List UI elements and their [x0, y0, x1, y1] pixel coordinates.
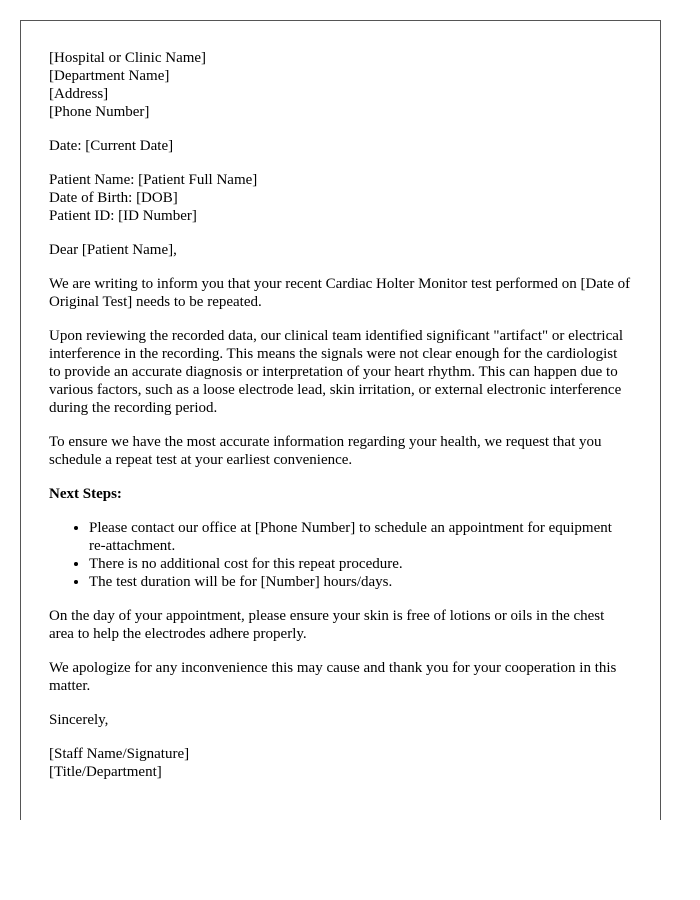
next-steps-list: [49, 519, 632, 591]
reason-paragraph: Upon reviewing the recorded data, our clinical team identified significant "artifact" or electrical interference in the recording. This means the signals were not clear enough for the cardiologist to provide an accurate diagnosis or interpretation of your heart rhythm. This can happen due to various factors, such as a loose electrode lead, skin irritation, or external electronic interference during the recording period.: [49, 328, 624, 416]
department-name: [Department Name]: [49, 68, 170, 84]
staff-name: [Staff Name/Signature]: [49, 746, 190, 762]
list-item: • There is no additional cost for this repeat procedure.: [89, 555, 632, 573]
patient-dob: Date of Birth: [DOB]: [49, 190, 178, 206]
phone-number: [Phone Number]: [49, 104, 150, 120]
apology-paragraph: We apologize for any inconvenience this may cause and thank you for your cooperation in this matter.: [49, 660, 617, 694]
preparation-paragraph: On the day of your appointment, please ensure your skin is free of lotions or oils in the chest area to help the electrodes adhere properly.: [49, 608, 605, 642]
staff-title: [Title/Department]: [49, 764, 162, 780]
hospital-name: [Hospital or Clinic Name]: [49, 50, 207, 66]
list-item: • Please contact our office at [Phone Number] to schedule an appointment for equipment re-attachment.: [89, 519, 632, 555]
patient-name: Patient Name: [Patient Full Name]: [49, 172, 258, 188]
letter-date: Date: [Current Date]: [49, 138, 174, 154]
patient-info: [49, 171, 632, 225]
patient-id: Patient ID: [ID Number]: [49, 208, 197, 224]
letterhead: [49, 49, 632, 121]
next-steps-heading: Next Steps:: [49, 486, 122, 502]
intro-paragraph: We are writing to inform you that your recent Cardiac Holter Monitor test performed on [Date of Original Test] needs to be repeated.: [49, 276, 631, 310]
letter-page: [20, 20, 661, 820]
closing: Sincerely,: [49, 712, 109, 728]
address: [Address]: [49, 86, 109, 102]
salutation: Dear [Patient Name],: [49, 242, 177, 258]
list-item: • The test duration will be for [Number] hours/days.: [89, 573, 632, 591]
request-paragraph: To ensure we have the most accurate information regarding your health, we request that you schedule a repeat test at your earliest convenience.: [49, 434, 602, 468]
signature-block: [49, 745, 632, 781]
